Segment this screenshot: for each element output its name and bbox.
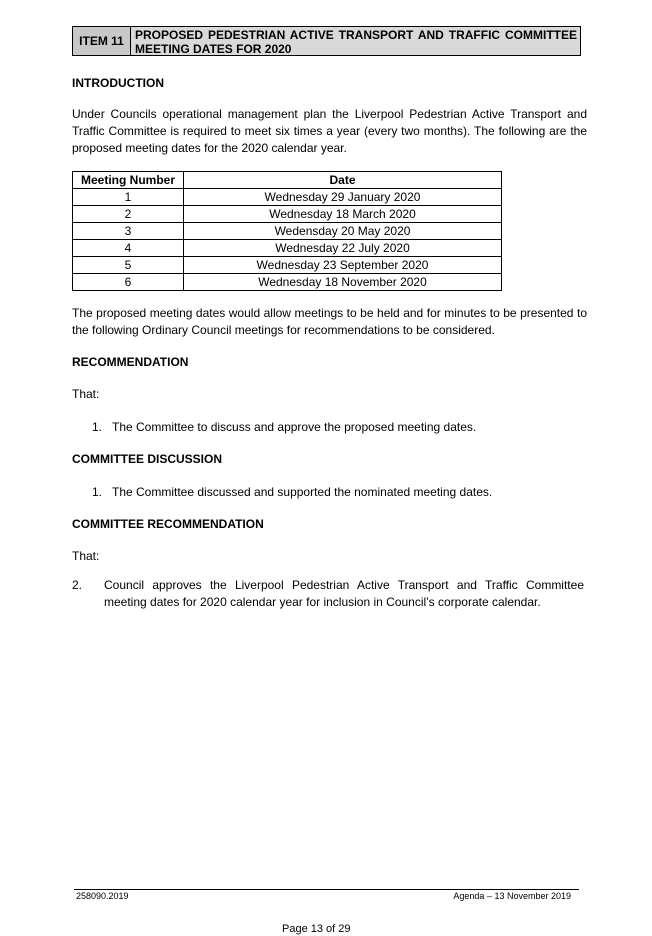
committee-discussion-heading: COMMITTEE DISCUSSION: [72, 452, 223, 466]
table-row: [73, 189, 502, 206]
table-row: [73, 274, 502, 291]
item-title: PROPOSED PEDESTRIAN ACTIVE TRANSPORT AND TRAFFIC COMMITTEE MEETING DATES FOR 2020: [131, 27, 580, 55]
recommendation-item: [92, 419, 592, 436]
list-text: Council approves the Liverpool Pedestrian Active Transport and Traffic Committee meeting dates for 2020 calendar year for inclusion in Council’s corporate calendar.: [104, 578, 584, 609]
introduction-heading: INTRODUCTION: [72, 76, 164, 90]
column-header-meeting-number: Meeting Number: [73, 172, 184, 189]
table-header-row: [73, 172, 502, 189]
list-number: 2.: [72, 578, 83, 592]
footer-document-number: 258090.2019: [76, 891, 129, 901]
table-row: [73, 206, 502, 223]
committee-discussion-item: [92, 484, 592, 501]
recommendation-heading: RECOMMENDATION: [72, 355, 189, 369]
list-text: The Committee to discuss and approve the proposed meeting dates.: [112, 420, 477, 434]
meeting-date-cell: Wedensday 20 May 2020: [184, 223, 502, 240]
list-number: 1.: [92, 485, 103, 499]
meeting-date-cell: Wednesday 18 November 2020: [184, 274, 502, 291]
meeting-number-cell: 1: [73, 189, 184, 206]
meeting-number-cell: 6: [73, 274, 184, 291]
after-table-text: The proposed meeting dates would allow meetings to be held and for minutes to be presented to the following Ordinary Council meetings for recommendations to be considered.: [72, 306, 587, 337]
meeting-number-cell: 2: [73, 206, 184, 223]
meeting-date-cell: Wednesday 29 January 2020: [184, 189, 502, 206]
introduction-text: Under Councils operational management plan the Liverpool Pedestrian Active Transport and Traffic Committee is required to meet six times a year (every two months). The following are the proposed meeting dates for the 2020 calendar year.: [72, 107, 587, 155]
meeting-number-cell: 4: [73, 240, 184, 257]
meeting-date-cell: Wednesday 23 September 2020: [184, 257, 502, 274]
list-number: 1.: [92, 420, 103, 434]
meeting-date-cell: Wednesday 18 March 2020: [184, 206, 502, 223]
recommendation-that: That:: [72, 387, 100, 401]
meeting-number-cell: 5: [73, 257, 184, 274]
table-row: [73, 240, 502, 257]
list-text: The Committee discussed and supported the nominated meeting dates.: [112, 485, 493, 499]
footer-agenda-date: Agenda – 13 November 2019: [453, 891, 571, 901]
item-header-box: [72, 26, 581, 56]
committee-recommendation-that: That:: [72, 549, 100, 563]
table-row: [73, 257, 502, 274]
item-number-label: ITEM 11: [73, 27, 131, 55]
page-number: Page 13 of 29: [282, 923, 351, 935]
committee-recommendation-heading: COMMITTEE RECOMMENDATION: [72, 517, 264, 531]
meeting-date-cell: Wednesday 22 July 2020: [184, 240, 502, 257]
column-header-date: Date: [184, 172, 502, 189]
table-row: [73, 223, 502, 240]
meeting-number-cell: 3: [73, 223, 184, 240]
meeting-dates-table: [72, 171, 502, 291]
committee-recommendation-item: [72, 577, 584, 611]
